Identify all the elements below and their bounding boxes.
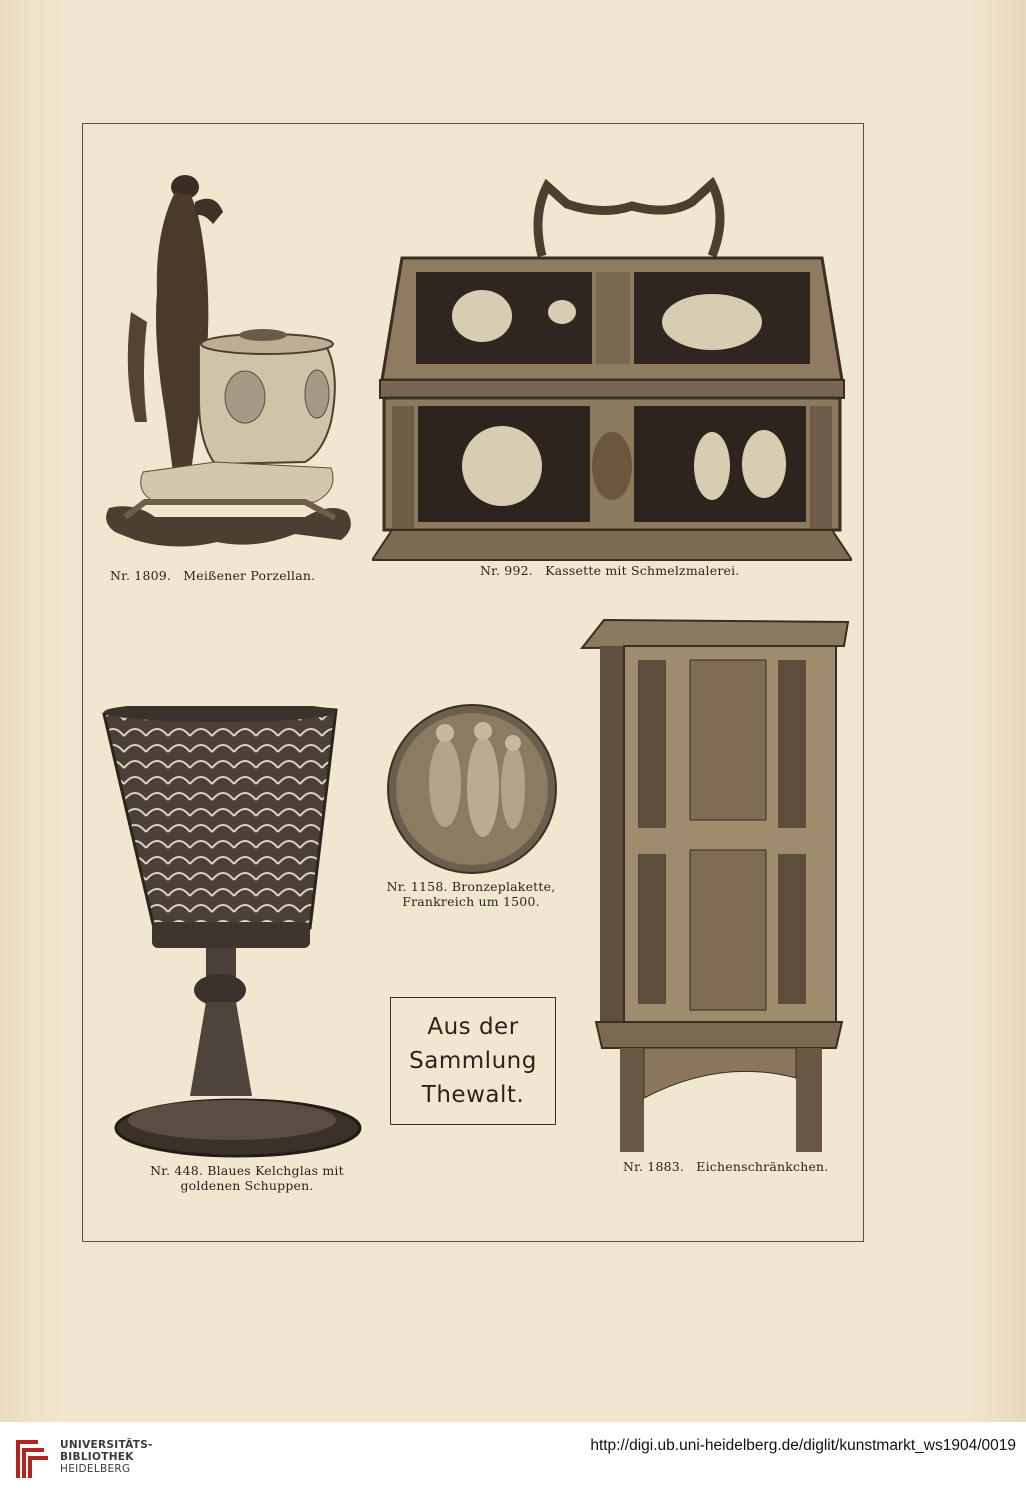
caption-nr-992: [480, 563, 740, 578]
footer-bar: [0, 1422, 1026, 1497]
library-name-line: UNIVERSITÄTS-: [60, 1439, 153, 1451]
caption-nr-1158: [384, 879, 558, 909]
item-number: Nr. 1883.: [623, 1159, 685, 1174]
caption-line: goldenen Schuppen.: [180, 1178, 314, 1193]
casket-illustration: [372, 176, 852, 562]
library-name: [60, 1439, 153, 1475]
title-line: Aus der: [427, 1014, 519, 1040]
library-name-line: BIBLIOTHEK: [60, 1451, 134, 1463]
caption-nr-448: [128, 1163, 366, 1193]
item-title: Kassette mit Schmelzmalerei.: [545, 563, 740, 578]
caption-line: Nr. 1158. Bronzeplakette,: [386, 879, 556, 894]
title-line: Thewalt.: [421, 1082, 525, 1108]
title-line: Sammlung: [409, 1048, 537, 1074]
item-number: Nr. 1809.: [110, 568, 172, 583]
collection-title-box: [390, 997, 556, 1125]
library-logo-icon: [12, 1434, 52, 1482]
caption-line: Nr. 448. Blaues Kelchglas mit: [150, 1163, 344, 1178]
bronze-plaque-illustration: [385, 703, 559, 875]
porcelain-figure-illustration: [95, 172, 357, 567]
caption-nr-1809: [110, 568, 315, 583]
permalink-url[interactable]: http://digi.ub.uni-heidelberg.de/diglit/kunstmarkt_ws1904/0019: [590, 1437, 1016, 1454]
goblet-illustration: [102, 706, 364, 1158]
caption-line: Frankreich um 1500.: [402, 894, 540, 909]
cabinet-illustration: [580, 618, 850, 1156]
library-name-line: HEIDELBERG: [60, 1463, 131, 1475]
caption-nr-1883: [623, 1159, 828, 1174]
item-title: Meißener Porzellan.: [183, 568, 316, 583]
item-title: Eichenschränkchen.: [696, 1159, 829, 1174]
item-number: Nr. 992.: [480, 563, 533, 578]
